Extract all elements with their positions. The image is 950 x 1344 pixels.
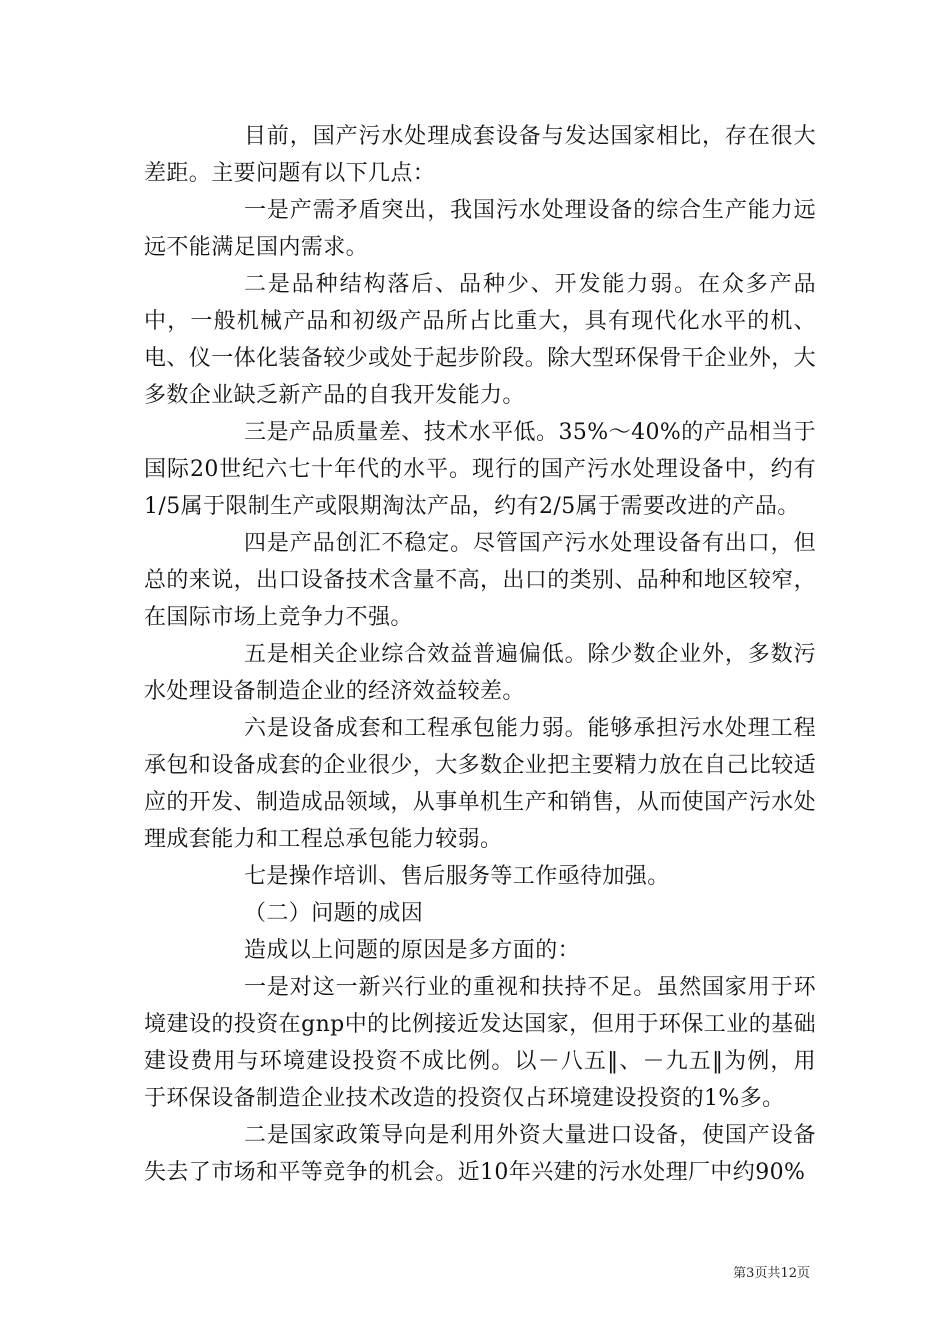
paragraph: 五是相关企业综合效益普遍偏低。除少数企业外，多数污水处理设备制造企业的经济效益较差。 bbox=[144, 642, 816, 704]
paragraph: 三是产品质量差、技术水平低。35%～40%的产品相当于国际20世纪六七十年代的水平。现行的国产污水处理设备中，约有1/5属于限制生产或限期淘汰产品，约有2/5属于需要改进的产品。 bbox=[144, 420, 816, 519]
paragraph: 七是操作培训、售后服务等工作亟待加强。 bbox=[244, 864, 670, 889]
paragraph: 二是品种结构落后、品种少、开发能力弱。在众多产品中，一般机械产品和初级产品所占比重大，具有现代化水平的机、电、仪一体化装备较少或处于起步阶段。除大型环保骨干企业外，大多数企业缺乏新产品的自我开发能力。 bbox=[144, 272, 817, 408]
paragraph: 造成以上问题的原因是多方面的： bbox=[244, 938, 581, 963]
paragraph: 四是产品创汇不稳定。尽管国产污水处理设备有出口，但总的来说，出口设备技术含量不高，出口的类别、品种和地区较窄，在国际市场上竞争力不强。 bbox=[144, 531, 817, 630]
page-number: 第3页共12页 bbox=[733, 1266, 810, 1281]
paragraph: 一是对这一新兴行业的重视和扶持不足。虽然国家用于环境建设的投资在gnp中的比例接近发达国家，但用于环保工业的基础建设费用与环境建设投资不成比例。以－八五‖、－九五‖为例，用于环保设备制造企业技术改造的投资仅占环境建设投资的1%多。 bbox=[144, 975, 816, 1111]
paragraph: 二是国家政策导向是利用外资大量进口设备，使国产设备失去了市场和平等竞争的机会。近10年兴建的污水处理厂中约90% bbox=[144, 1123, 816, 1185]
body-text bbox=[144, 118, 816, 1191]
paragraph: 六是设备成套和工程承包能力弱。能够承担污水处理工程承包和设备成套的企业很少，大多数企业把主要精力放在自己比较适应的开发、制造成品领域，从事单机生产和销售，从而使国产污水处理成套能力和工程总承包能力较弱。 bbox=[144, 716, 817, 852]
paragraph: 一是产需矛盾突出，我国污水处理设备的综合生产能力远远不能满足国内需求。 bbox=[144, 198, 816, 260]
section-heading: （二）问题的成因 bbox=[244, 901, 424, 926]
paragraph: 目前，国产污水处理成套设备与发达国家相比，存在很大差距。主要问题有以下几点： bbox=[144, 124, 816, 186]
